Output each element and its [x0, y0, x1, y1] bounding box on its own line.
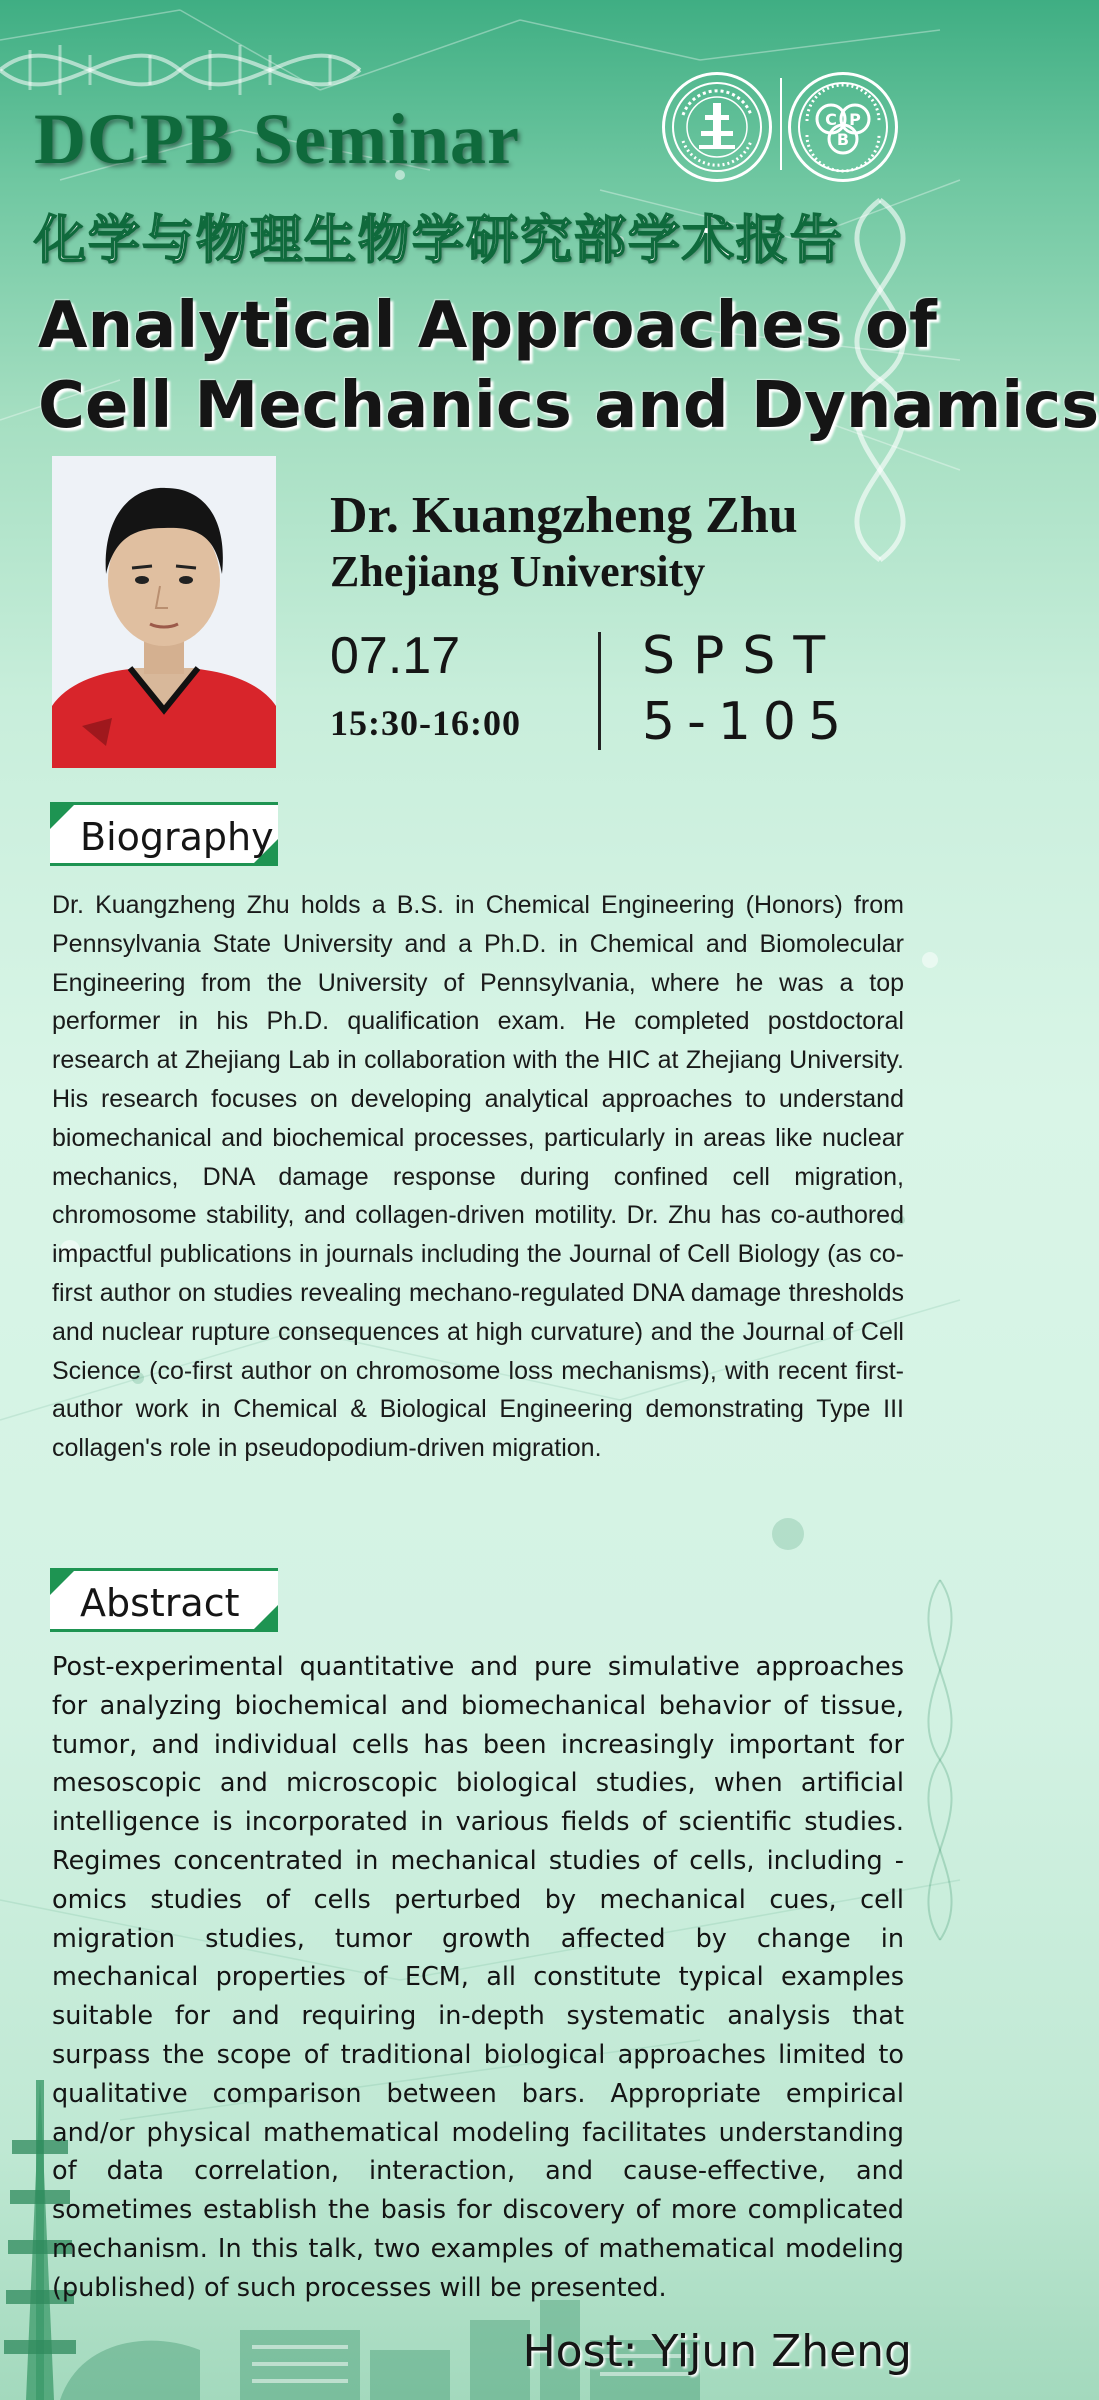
abstract-text: Post-experimental quantitative and pure simulative approaches for analyzing biochemical and biomechanical behavior of tissue, tumor, and individual cells has been increasingly important for mesoscopic and microscopic biological studies, when artificial intelligence is incorporated in various fields of scientific studies. Regimes concentrated in mechanical studies of cells, including -omics studies of cells perturbed by mechanical cues, cell migration studies, tumor growth affected by change in mechanical properties of ECM, all constitute typical examples suitable for and requiring in-depth systematic analysis that surpass the scope of traditional biological approaches limited to qualitative comparison between bars. Appropriate empirical and/or physical mathematical modeling facilitates understanding of data correlation, interaction, and cause-effective, and sometimes establish the basis for discovery of more complicated mechanism. In this talk, two examples of mathematical modeling (published) of such processes will be presented.	[52, 1652, 904, 2303]
venue-room: 5-105	[642, 692, 854, 752]
talk-title-line1: Analytical Approaches of	[38, 289, 937, 363]
logo-divider	[780, 78, 782, 170]
dcpb-logo	[788, 72, 898, 182]
biography-heading	[50, 802, 278, 866]
abstract-heading-label: Abstract	[80, 1581, 240, 1625]
host-label: Host: Yijun Zheng	[522, 2326, 912, 2377]
svg-text:P: P	[849, 110, 861, 129]
svg-text:B: B	[836, 130, 850, 149]
heading-corner-decoration	[50, 805, 74, 829]
dcpb-seal-icon	[791, 75, 895, 179]
speaker-portrait-icon	[52, 456, 276, 768]
seminar-title-chinese: 化学与物理生物学研究部学术报告	[34, 211, 845, 271]
venue-building: SPST	[642, 626, 844, 686]
dna-helix-topleft	[0, 56, 360, 85]
event-divider	[598, 632, 601, 750]
talk-title-line2: Cell Mechanics and Dynamics	[38, 369, 1099, 443]
biography-heading-label: Biography	[80, 815, 274, 859]
heading-corner-decoration	[254, 839, 278, 863]
dna-helix-lower-right	[928, 1580, 951, 1940]
seminar-title: DCPB Seminar	[34, 99, 520, 179]
heading-corner-decoration	[254, 1605, 278, 1629]
speaker-photo	[52, 456, 276, 768]
biography-text: Dr. Kuangzheng Zhu holds a B.S. in Chemical Engineering (Honors) from Pennsylvania State University and a Ph.D. in Chemical and Biomolecular Engineering from the University of Pennsylvania, where he was a top performer in his Ph.D. qualification exam. He completed postdoctoral research at Zhejiang Lab in collaboration with the HIC at Zhejiang University. His research focuses on developing analytical approaches to understand biomechanical and biochemical processes, particularly in areas like nuclear mechanics, DNA damage response during confined cell migration, chromosome stability, and collagen-driven motility. Dr. Zhu has co-authored impactful publications in journals including the Journal of Cell Biology (as co-first author on studies revealing mechano-regulated DNA damage thresholds and nuclear rupture consequences at high curvature) and the Journal of Cell Science (co-first author on chromosome loss mechanisms), with recent first-author work in Chemical & Biological Engineering demonstrating Type III collagen's role in pseudopodium-driven migration.	[52, 891, 904, 1463]
event-date: 07.17	[330, 627, 461, 685]
talk-title	[38, 286, 1099, 446]
event-time: 15:30-16:00	[330, 703, 521, 743]
abstract-heading	[50, 1568, 278, 1632]
speaker-affiliation: Zhejiang University	[330, 547, 706, 596]
shanghaitech-logo	[662, 72, 772, 182]
speaker-name: Dr. Kuangzheng Zhu	[330, 487, 798, 544]
svg-text:C: C	[825, 110, 837, 129]
heading-corner-decoration	[50, 1571, 74, 1595]
shanghaitech-seal-icon	[665, 75, 769, 179]
